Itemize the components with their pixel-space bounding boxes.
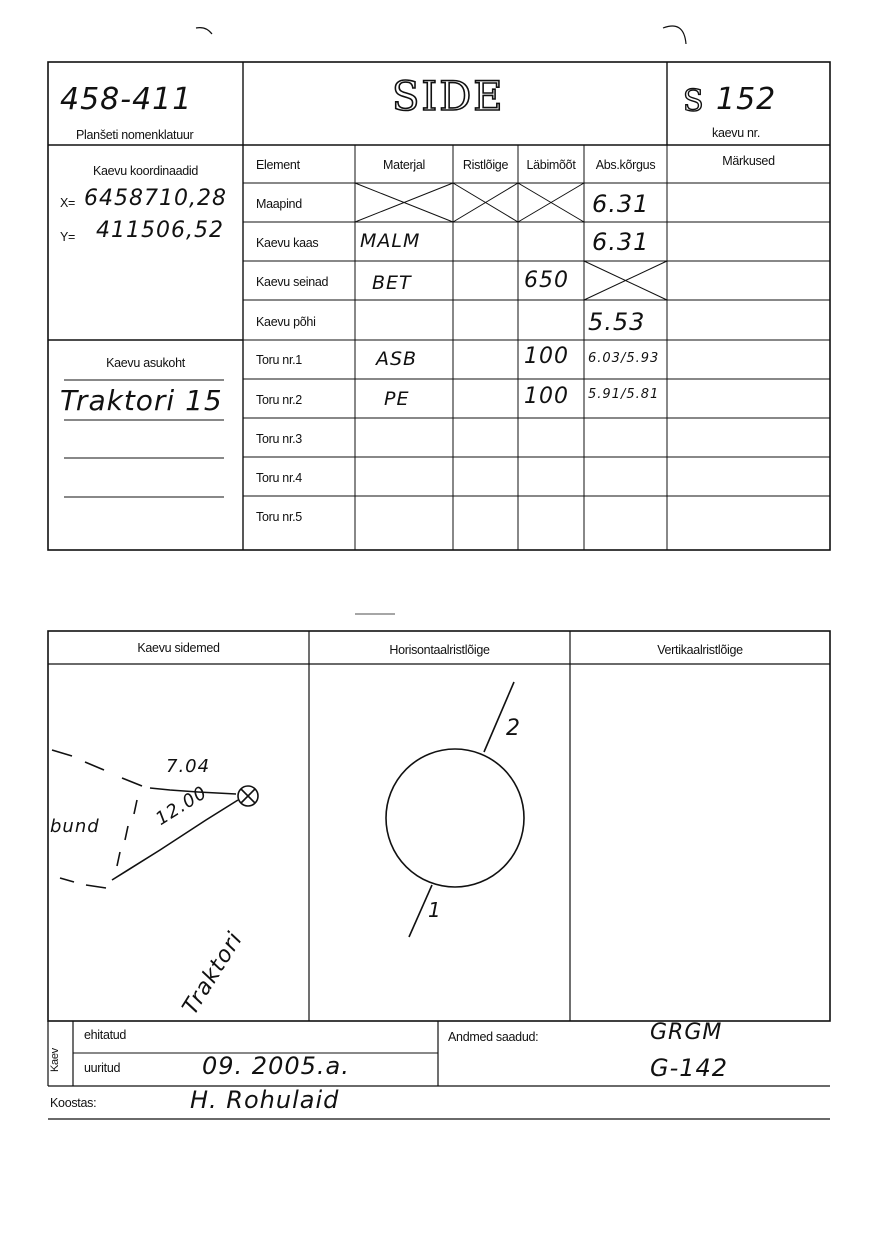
row-label: Toru nr.4 bbox=[256, 471, 302, 485]
well-number-label: kaevu nr. bbox=[712, 126, 761, 140]
col-header-element: Element bbox=[256, 158, 300, 172]
well-symbol: S bbox=[683, 84, 704, 119]
cell-elevation: 6.31 bbox=[592, 190, 650, 218]
footer-side-label: Kaev bbox=[49, 1048, 61, 1072]
pipe-1-label: 1 bbox=[428, 898, 442, 922]
row-label: Toru nr.2 bbox=[256, 393, 302, 407]
compiled-by-value: H. Rohulaid bbox=[190, 1086, 340, 1114]
cell-material: BET bbox=[372, 272, 412, 294]
location-value: Traktori 15 bbox=[60, 384, 223, 417]
built-label: ehitatud bbox=[84, 1028, 127, 1042]
cell-elevation: 5.53 bbox=[588, 308, 646, 336]
row-label: Toru nr.3 bbox=[256, 432, 302, 446]
row-label: Kaevu seinad bbox=[256, 275, 329, 289]
row-label: Kaevu kaas bbox=[256, 236, 319, 250]
sketch-distance-1: 7.04 bbox=[166, 756, 211, 777]
vertical-section-label: Vertikaalristlõige bbox=[657, 643, 743, 657]
col-header-crosssection: Ristlõige bbox=[462, 158, 509, 172]
cell-elevation: 6.31 bbox=[592, 228, 650, 256]
y-value: 411506,52 bbox=[96, 218, 224, 243]
pipe-2-label: 2 bbox=[506, 716, 521, 741]
page-title: SIDE bbox=[392, 74, 505, 120]
data-source-label: Andmed saadud: bbox=[448, 1030, 539, 1044]
plansheet-label: Planšeti nomenklatuur bbox=[76, 128, 194, 142]
cell-material: ASB bbox=[376, 348, 418, 370]
x-value: 6458710,28 bbox=[84, 186, 227, 211]
col-header-diameter: Läbimõõt bbox=[526, 158, 576, 172]
plansheet-value: 458-411 bbox=[60, 82, 193, 117]
row-label: Toru nr.1 bbox=[256, 353, 302, 367]
row-label: Maapind bbox=[256, 197, 302, 211]
surveyed-value: 09. 2005.a. bbox=[202, 1052, 350, 1080]
sketch-word: bund bbox=[50, 816, 100, 837]
sketch-street-name: Traktori bbox=[178, 927, 249, 1020]
ties-label: Kaevu sidemed bbox=[137, 641, 220, 655]
surveyed-label: uuritud bbox=[84, 1061, 121, 1075]
cell-material: PE bbox=[384, 388, 410, 410]
y-label: Y= bbox=[60, 230, 76, 244]
cell-diameter: 650 bbox=[524, 268, 569, 293]
cell-elevation: 5.91/5.81 bbox=[588, 387, 660, 402]
col-header-notes: Märkused bbox=[722, 154, 775, 168]
cell-elevation: 6.03/5.93 bbox=[588, 351, 660, 366]
cell-diameter: 100 bbox=[524, 344, 569, 369]
data-source-value-1: GRGM bbox=[650, 1020, 723, 1045]
row-label: Kaevu põhi bbox=[256, 315, 316, 329]
location-label: Kaevu asukoht bbox=[106, 356, 185, 370]
col-header-elevation: Abs.kõrgus bbox=[595, 158, 656, 172]
data-source-value-2: G-142 bbox=[650, 1054, 729, 1082]
coords-label: Kaevu koordinaadid bbox=[92, 164, 199, 178]
col-header-material: Materjal bbox=[382, 158, 426, 172]
compiled-by-label: Koostas: bbox=[50, 1096, 97, 1110]
cell-diameter: 100 bbox=[524, 384, 569, 409]
horizontal-section-label: Horisontaalristlõige bbox=[389, 643, 490, 657]
x-label: X= bbox=[60, 196, 76, 210]
cell-material: MALM bbox=[360, 230, 421, 252]
well-number-value: 152 bbox=[716, 82, 777, 117]
row-label: Toru nr.5 bbox=[256, 510, 302, 524]
sketch-distance-2: 12.00 bbox=[152, 782, 212, 830]
